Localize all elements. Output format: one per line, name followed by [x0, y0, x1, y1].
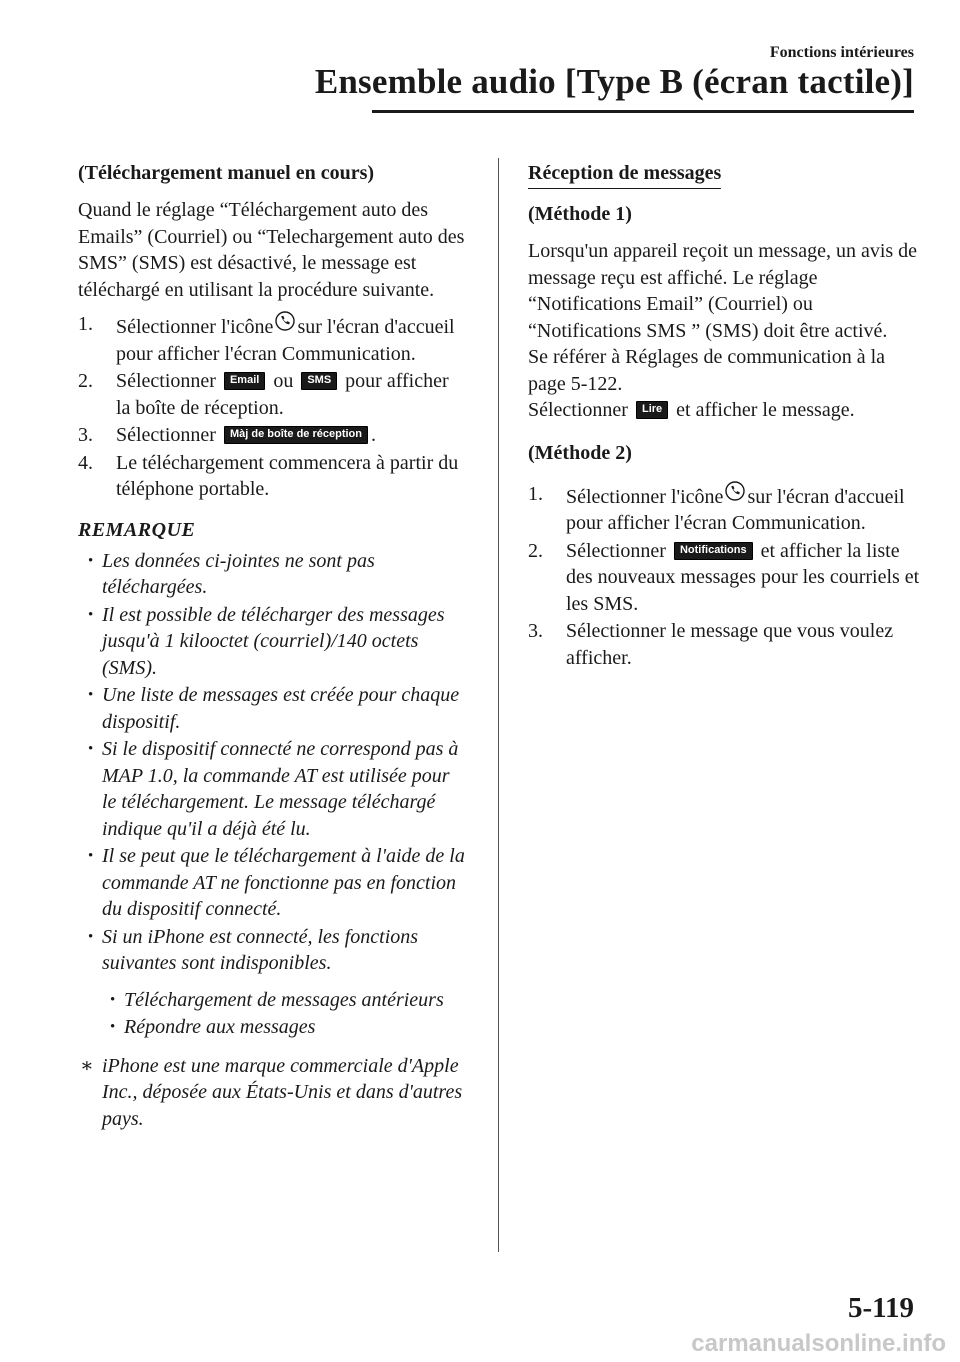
step-1: [78, 311, 468, 367]
method-1-heading: (Méthode 1): [528, 203, 632, 225]
step-number: 1.: [528, 482, 543, 505]
watermark: carmanualsonline.info: [691, 1330, 946, 1357]
remark-bullet: • Il se peut que le téléchargement à l'aide de la commande AT ne fonctionne pas en fonction du dispositif connecté.: [78, 843, 468, 923]
remark-bullet: • Les données ci-jointes ne sont pas téléchargées.: [78, 548, 468, 601]
step-text: .: [371, 424, 376, 446]
method-1-reference: Se référer à Réglages de communication à la page 5-122.: [528, 346, 886, 395]
step-number: 1.: [78, 313, 93, 335]
notifications-button: Notifications: [674, 542, 753, 560]
step-text: et afficher la liste des nouveaux messages pour les courriels et les SMS.: [566, 539, 920, 615]
step-3: [78, 422, 468, 449]
email-button: Email: [224, 372, 265, 390]
page-title: Ensemble audio [Type B (écran tactile)]: [314, 62, 914, 101]
step-4: [78, 450, 468, 503]
footnote-mark: ∗: [80, 1054, 94, 1077]
sms-button: SMS: [301, 372, 337, 390]
phone-icon: [725, 481, 745, 501]
remark-bullet: • Si un iPhone est connecté, les fonctions suivantes sont indisponibles.: [78, 924, 468, 977]
remark-subbullets: [78, 987, 468, 1041]
step-3: [528, 618, 923, 671]
step-text: Sélectionner: [116, 370, 216, 392]
phone-icon: [275, 311, 295, 331]
step-number: 2.: [78, 370, 93, 392]
header-rule: [372, 110, 914, 113]
header-section-name: Fonctions intérieures: [769, 44, 914, 61]
step-number: 4.: [78, 451, 93, 474]
right-column: [528, 160, 923, 685]
step-1: [528, 481, 923, 537]
column-divider: [498, 158, 499, 1252]
page-number: 5-119: [847, 1292, 914, 1324]
left-column: [78, 160, 468, 1132]
manual-download-intro: Quand le réglage “Téléchargement auto des Emails” (Courriel) ou “Telechargement auto des SMS” (SMS) est désactivé, le message est téléchargé en utilisant la procédure suivante.: [78, 199, 465, 301]
remark-bullet: • Une liste de messages est créée pour chaque dispositif.: [78, 682, 468, 735]
update-inbox-button: Màj de boîte de réception: [224, 426, 368, 444]
manual-download-steps: [78, 311, 468, 503]
step-text: pour afficher la boîte de réception.: [116, 370, 449, 419]
step-2: [78, 368, 468, 421]
manual-download-heading: (Téléchargement manuel en cours): [78, 162, 375, 184]
step-number: 3.: [528, 620, 543, 642]
remark-bullets: [78, 548, 468, 977]
receiving-messages-heading: Réception de messages: [528, 160, 721, 189]
iphone-footnote: [78, 1053, 468, 1133]
method-2-heading: (Méthode 2): [528, 441, 632, 464]
method-1-action: [528, 397, 923, 424]
step-text: ou: [273, 370, 294, 392]
step-2: [528, 538, 923, 618]
step-text: sur l'écran d'accueil pour afficher l'écran Communication.: [116, 316, 455, 365]
step-text: Sélectionner l'icône: [566, 485, 724, 508]
read-button: Lire: [636, 401, 668, 419]
step-text: Le téléchargement commencera à partir du téléphone portable.: [116, 451, 459, 500]
method-1-action-text: et afficher le message.: [676, 399, 855, 421]
step-text: Sélectionner: [566, 539, 666, 562]
remark-subbullet: • Téléchargement de messages antérieurs: [78, 987, 468, 1014]
method-2-steps: [528, 481, 923, 672]
step-number: 2.: [528, 539, 543, 562]
step-text: Sélectionner: [116, 424, 216, 446]
method-1-action-text: Sélectionner: [528, 399, 628, 421]
remark-bullet: • Si le dispositif connecté ne correspond pas à MAP 1.0, la commande AT est utilisée pour le téléchargement. Le message téléchargé indique qu'il a déjà été lu.: [78, 736, 468, 842]
step-text: Sélectionner le message que vous voulez afficher.: [566, 620, 894, 669]
footnote-text: iPhone est une marque commerciale d'Apple Inc., déposée aux États-Unis et dans d'autres pays.: [102, 1054, 463, 1130]
remark-subbullet: • Répondre aux messages: [78, 1014, 468, 1041]
step-text: sur l'écran d'accueil pour afficher l'écran Communication.: [566, 485, 905, 534]
step-number: 3.: [78, 424, 93, 446]
remark-heading: REMARQUE: [78, 518, 196, 541]
step-text: Sélectionner l'icône: [116, 316, 274, 338]
method-1-description: Lorsqu'un appareil reçoit un message, un avis de message reçu est affiché. Le réglage “Notifications Email” (Courriel) ou “Notifications SMS ” (SMS) doit être activé.: [528, 240, 918, 342]
remark-bullet: • Il est possible de télécharger des messages jusqu'à 1 kilooctet (courriel)/140 octets (SMS).: [78, 602, 468, 682]
